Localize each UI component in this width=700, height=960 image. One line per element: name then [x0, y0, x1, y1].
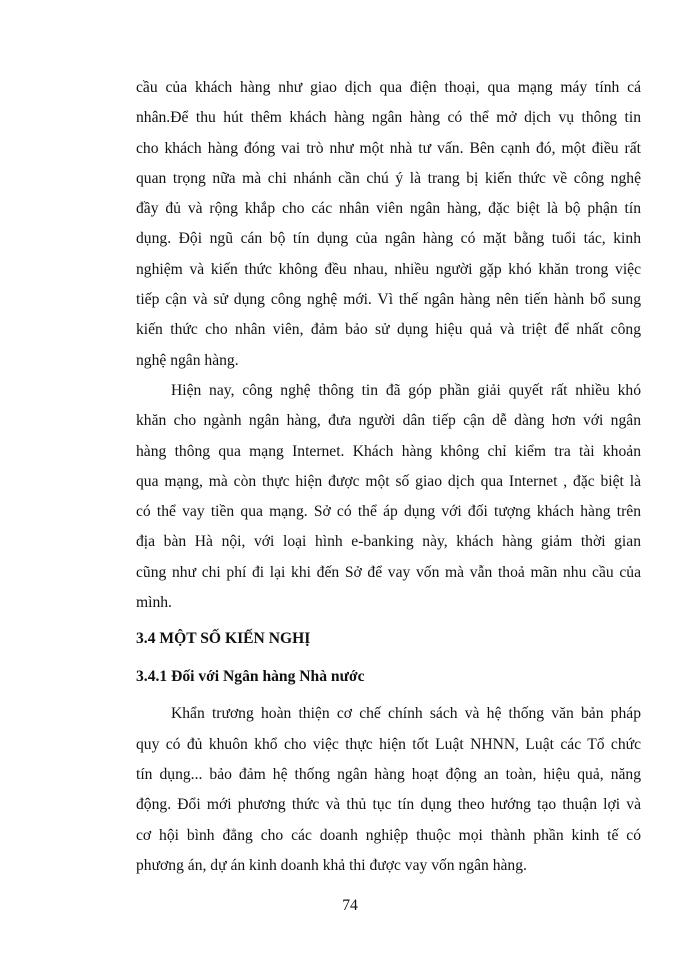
text-line: động. Đổi mới phương thức và thủ tục tín dụng theo hướng tạo thuận lợi và	[136, 796, 641, 814]
text-line: nghiệm và kiến thức không đều nhau, nhiều người gặp khó khăn trong việc	[136, 260, 641, 278]
text-line: nghệ ngân hàng.	[136, 351, 239, 369]
page-content	[136, 73, 641, 881]
text-line: khăn cho ngành ngân hàng, đưa người dân tiếp cận dễ dàng hơn với ngân	[136, 412, 641, 430]
section-heading: 3.4 MỘT SỐ KIẾN NGHỊ	[136, 630, 311, 648]
text-line: nhân.Để thu hút thêm khách hàng ngân hàng có thể mở dịch vụ thông tin	[136, 109, 641, 127]
text-line: cơ hội bình đẳng cho các doanh nghiệp thuộc mọi thành phần kinh tế có	[136, 826, 641, 844]
text-line: dụng. Đội ngũ cán bộ tín dụng của ngân hàng có mặt bằng tuổi tác, kinh	[136, 230, 641, 248]
text-line: phương án, dự án kinh doanh khả thi được vay vốn ngân hàng.	[136, 856, 527, 874]
paragraph-3	[136, 699, 641, 881]
text-line: đầy đủ và rộng khắp cho các nhân viên ngân hàng, đặc biệt là bộ phận tín	[136, 200, 641, 218]
text-line: tiếp cận và sử dụng công nghệ mới. Vì thế ngân hàng nên tiến hành bổ sung	[136, 291, 641, 309]
paragraph-2	[136, 376, 641, 618]
text-line: Khẩn trương hoàn thiện cơ chế chính sách và hệ thống văn bản pháp	[171, 705, 641, 723]
text-line: tín dụng... bảo đảm hệ thống ngân hàng hoạt động an toàn, hiệu quả, năng	[136, 765, 641, 783]
text-line: cầu của khách hàng như giao dịch qua điện thoại, qua mạng máy tính cá	[136, 79, 641, 96]
paragraph-1	[136, 73, 641, 376]
subsection-heading: 3.4.1 Đối với Ngân hàng Nhà nước	[136, 668, 365, 686]
text-line: có thể vay tiền qua mạng. Sở có thể áp dụng với đối tượng khách hàng trên	[136, 503, 641, 521]
text-line: cũng như chi phí đi lại khi đến Sở để vay vốn mà vẫn thoả mãn nhu cầu của	[136, 563, 641, 581]
text-line: quy có đủ khuôn khổ cho việc thực hiện tốt Luật NHNN, Luật các Tổ chức	[136, 735, 641, 753]
text-line: địa bàn Hà nội, với loại hình e-banking này, khách hàng giảm thời gian	[136, 533, 641, 551]
text-line: mình.	[136, 594, 172, 612]
text-line: hàng thông qua mạng Internet. Khách hàng không chỉ kiểm tra tài khoản	[136, 442, 641, 460]
text-line: kiến thức cho nhân viên, đảm bảo sử dụng hiệu quả và triệt để nhất công	[136, 321, 641, 339]
text-line: Hiện nay, công nghệ thông tin đã góp phần giải quyết rất nhiều khó	[171, 381, 641, 399]
text-line: qua mạng, mà còn thực hiện được một số giao dịch qua Internet , đặc biệt là	[136, 472, 641, 490]
text-line: quan trọng nữa mà chi nhánh cần chú ý là trang bị kiến thức về công nghệ	[136, 169, 641, 187]
text-line: cho khách hàng đóng vai trò như một nhà tư vấn. Bên cạnh đó, một điều rất	[136, 139, 641, 157]
page-number: 74	[342, 897, 358, 914]
